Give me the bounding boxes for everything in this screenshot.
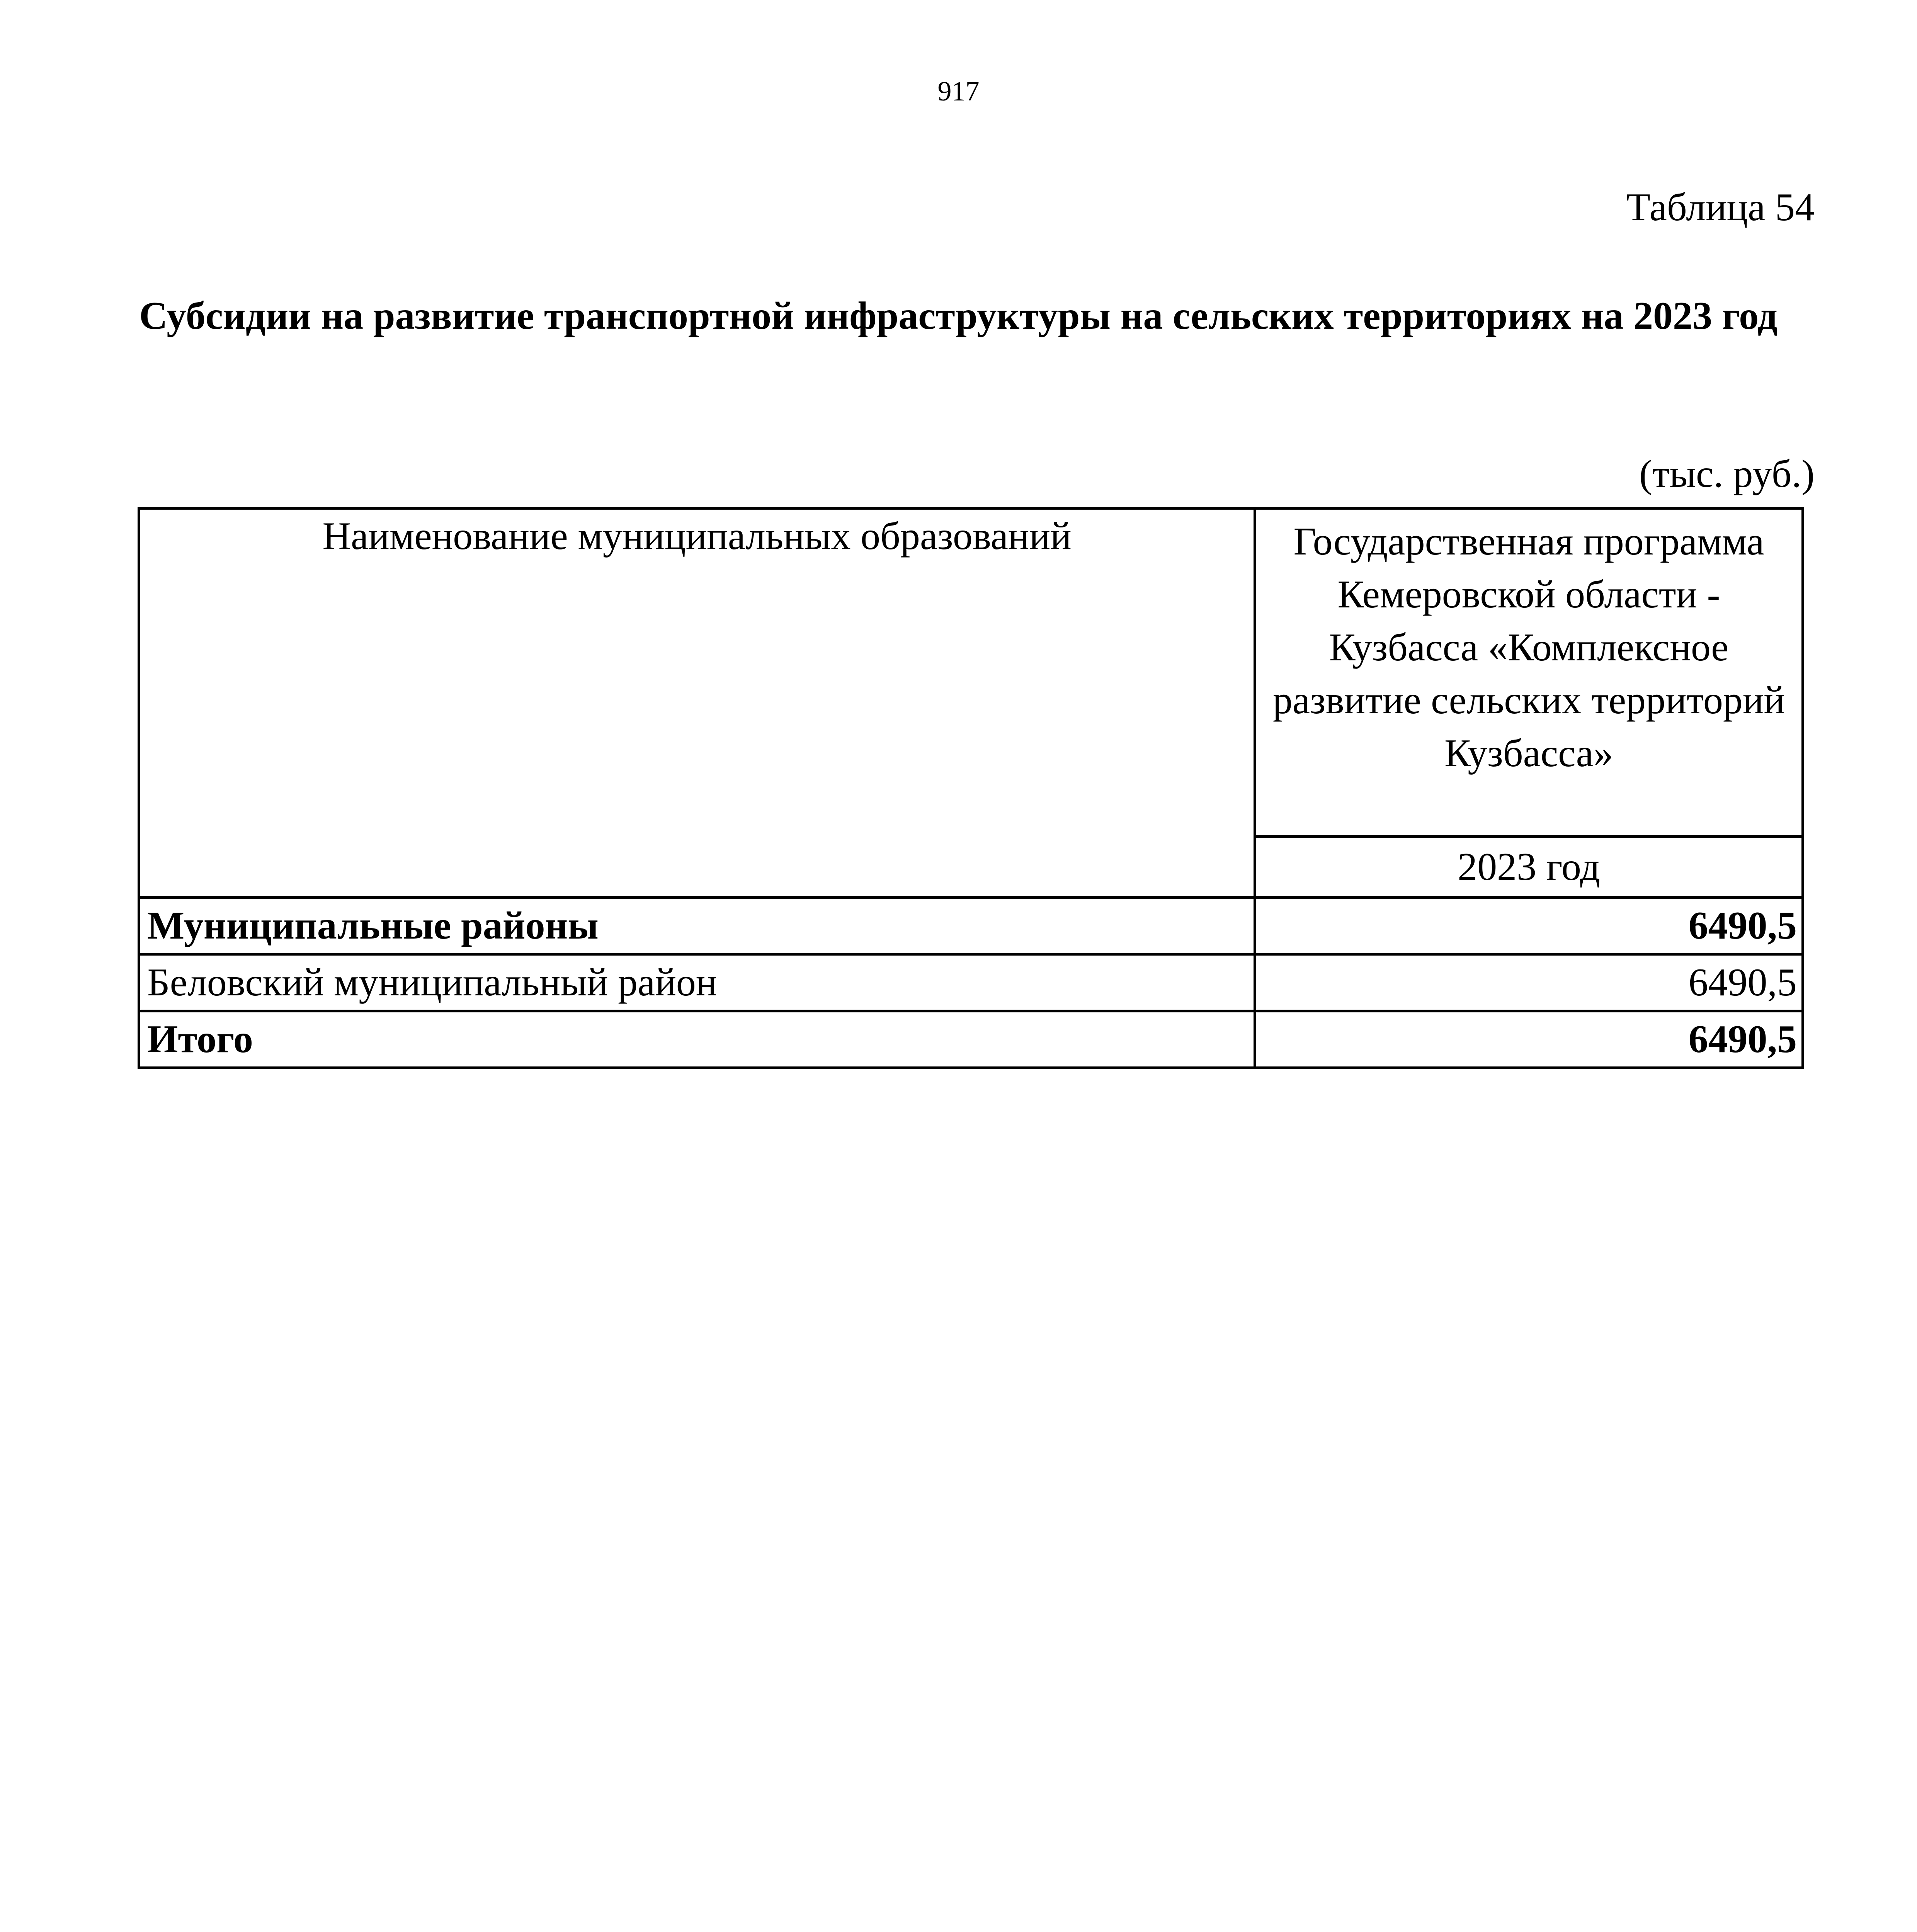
header-municipality-name: Наименование муниципальных образований <box>139 509 1255 898</box>
page-number: 917 <box>937 76 980 107</box>
table-header-row <box>139 509 1803 837</box>
row-value: 6490,5 <box>1255 898 1803 954</box>
row-name: Беловский муниципальный район <box>139 954 1255 1011</box>
units-label: (тыс. руб.) <box>1639 452 1815 496</box>
row-value: 6490,5 <box>1255 954 1803 1011</box>
row-value: 6490,5 <box>1255 1011 1803 1068</box>
header-year: 2023 год <box>1255 836 1803 897</box>
table-row <box>139 898 1803 954</box>
table-label: Таблица 54 <box>1626 185 1815 229</box>
row-name: Итого <box>139 1011 1255 1068</box>
subsidy-table <box>138 507 1804 1069</box>
document-title: Субсидии на развитие транспортной инфраструктуры на сельских территориях на 2023 год <box>139 294 1778 338</box>
table-row-total <box>139 1011 1803 1068</box>
row-name: Муниципальные районы <box>139 898 1255 954</box>
header-program-name: Государственная программа Кемеровской области - Кузбасса «Комплексное развитие сельских территорий Кузбасса» <box>1255 509 1803 837</box>
table-row <box>139 954 1803 1011</box>
